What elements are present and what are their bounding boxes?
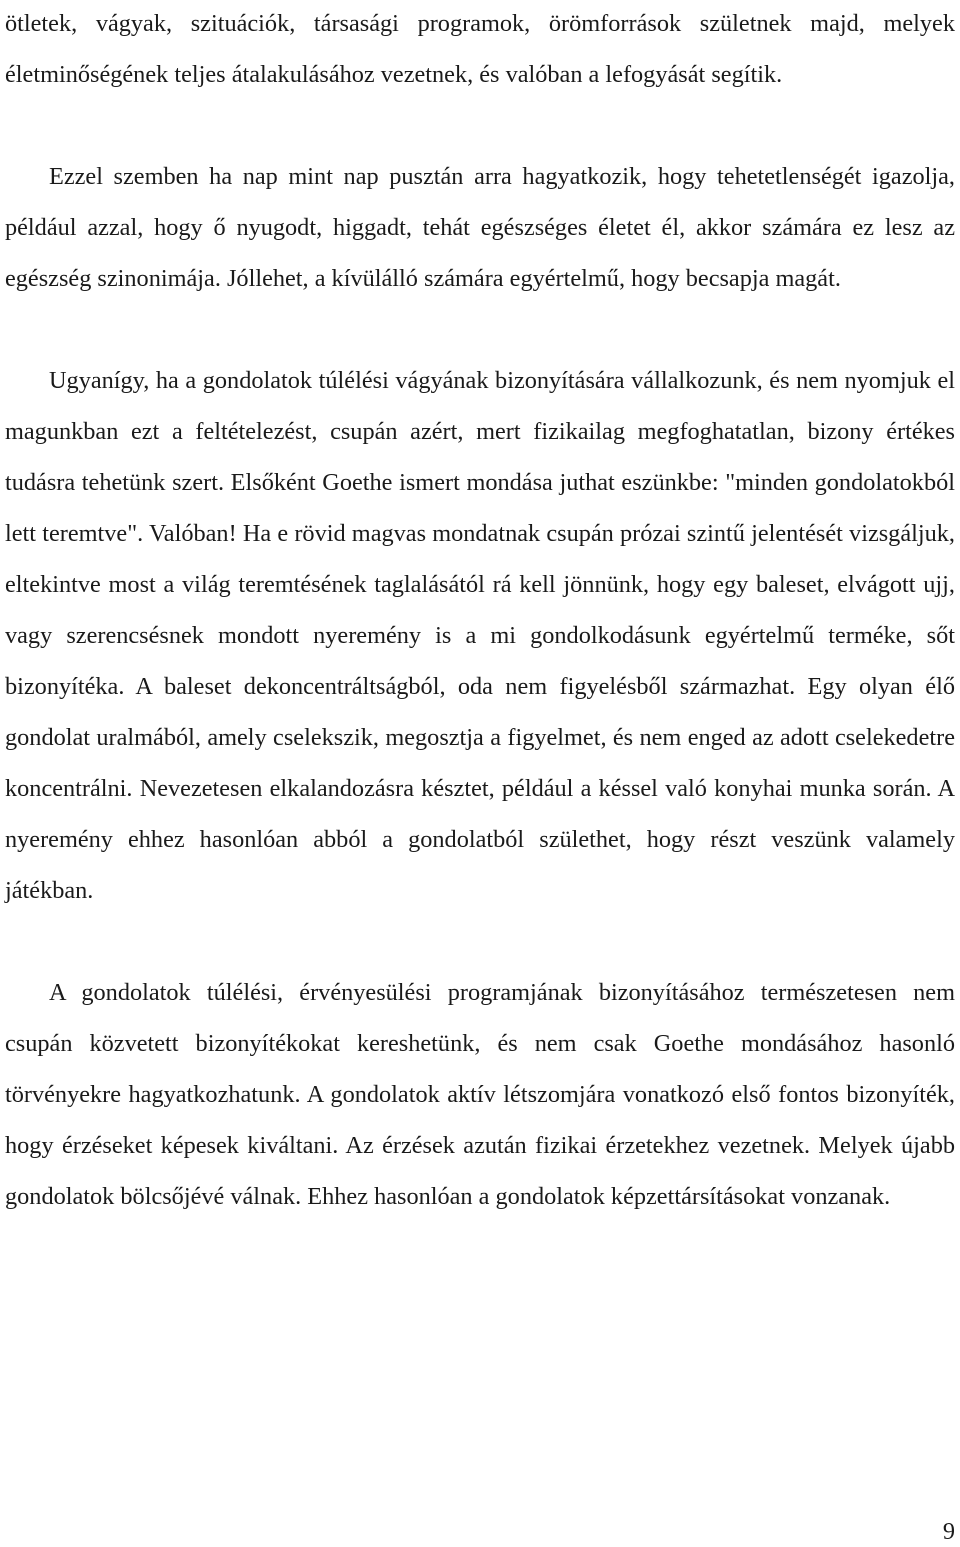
body-text xyxy=(5,0,955,1222)
page-number: 9 xyxy=(942,1518,955,1545)
paragraph: Ugyanígy, ha a gondolatok túlélési vágyának bizonyítására vállalkozunk, és nem nyomjuk el magunkban ezt a feltételezést, csupán azért, mert fizikailag megfoghatatlan, bizony értékes tudásra tehetünk szert. Elsőként Goethe ismert mondása juthat eszünkbe: "minden gondolatokból lett teremtve". Valóban! Ha e rövid magvas mondatnak csupán prózai szintű jelentését vizsgáljuk, eltekintve most a világ teremtésének taglalásától rá kell jönnünk, hogy egy baleset, elvágott ujj, vagy szerencsésnek mondott nyeremény is a mi gondolkodásunk egyértelmű terméke, sőt bizonyítéka. A baleset dekoncentráltságból, oda nem figyelésből származhat. Egy olyan élő gondolat uralmából, amely cselekszik, megosztja a figyelmet, és nem enged az adott cselekedetre koncentrálni. Nevezetesen elkalandozásra késztet, például a késsel való konyhai munka során. A nyeremény ehhez hasonlóan abból a gondolatból születhet, hogy részt veszünk valamely játékban. xyxy=(5,367,955,904)
paragraph: Ezzel szemben ha nap mint nap pusztán arra hagyatkozik, hogy tehetetlenségét igazolja, például azzal, hogy ő nyugodt, higgadt, tehát egészséges életet él, akkor számára ez lesz az egészség szinonimája. Jóllehet, a kívülálló számára egyértelmű, hogy becsapja magát. xyxy=(5,163,955,292)
paragraph-continuation: ötletek, vágyak, szituációk, társasági programok, örömforrások születnek majd, melyek életminőségének teljes átalakulásához vezetnek, és valóban a lefogyását segítik. xyxy=(5,10,955,88)
paragraph: A gondolatok túlélési, érvényesülési programjának bizonyításához természetesen nem csupán közvetett bizonyítékokat kereshetünk, és nem csak Goethe mondásához hasonló törvényekre hagyatkozhatunk. A gondolatok aktív létszomjára vonatkozó első fontos bizonyíték, hogy érzéseket képesek kiváltani. Az érzések azután fizikai érzetekhez vezetnek. Melyek újabb gondolatok bölcsőjévé válnak. Ehhez hasonlóan a gondolatok képzettársításokat vonzanak. xyxy=(5,979,955,1210)
